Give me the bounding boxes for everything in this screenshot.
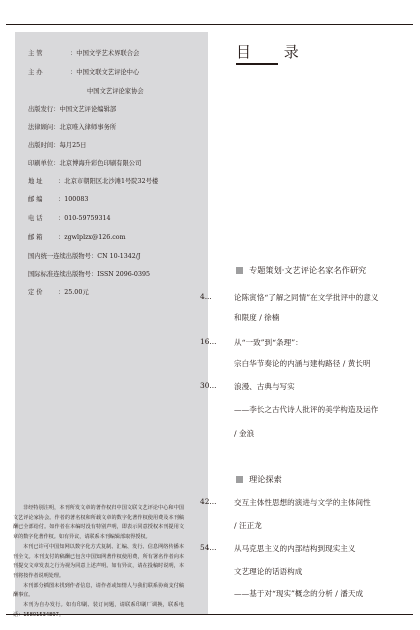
top-border [6, 24, 413, 25]
copyright-paragraph: 非经特别注明，本刊所发文章的著作权归中国文联文艺评论中心和中国文艺评论家协会。作者的著名权和所载文章的数字化著作权使用费及本刊稿酬已全部给付。如作者在本编时没有特别声明，即表示同意授权本刊提用文章的数字化著作权。如有异议，请联系本刊编辑部取得授权。 [13, 505, 184, 541]
toc-title: 目 录 [236, 43, 313, 61]
toc-entry-line[interactable]: 文艺理论的话语构成 [234, 567, 303, 576]
toc-entry-line[interactable]: 和限度 / 徐楠 [234, 313, 280, 322]
imprint-row-date: 出版时间：每月25日 [28, 142, 87, 149]
imprint-row-postcode: 邮 编 ：100083 [28, 196, 89, 203]
toc-entry-line[interactable]: 论陈寅恪“了解之同情”在文学批评中的意义 [234, 293, 379, 302]
toc-page-number[interactable]: 30... [200, 381, 217, 390]
toc-entry-line[interactable]: 从“一致”到“条理”： [234, 338, 303, 347]
toc-title-underline [236, 63, 278, 65]
imprint-row-sponsor: 主 办 ：中国文联文艺评论中心 [28, 69, 140, 76]
imprint-row-address: 地 址 ：北京市朝阳区北沙滩1号院32号楼 [28, 178, 159, 185]
toc-section-heading: 理论探索 [236, 474, 282, 485]
copyright-notice [13, 504, 184, 620]
imprint-row-cn: 国内统一连续出版物号：CN 10-1342/J [28, 253, 141, 260]
imprint-row-phone: 电 话 ：010-59759314 [28, 215, 111, 222]
toc-section-heading: 专题策划·文艺评论名家名作研究 [236, 265, 366, 276]
imprint-row-email: 邮 箱 ：zgwlplzx@126.com [28, 234, 126, 241]
imprint-row-issn: 国际标准连续出版物号：ISSN 2096-0395 [28, 271, 150, 278]
toc-entry-line[interactable]: 浪漫、古典与写实 [234, 382, 295, 391]
imprint-row-printer: 印刷单位：北京博海升彩色印刷有限公司 [28, 160, 142, 167]
copyright-paragraph: 本刊为自办发行。如有印刷、装订问题，请联系印刷厂调换，联系电话：15801534897。 [13, 602, 184, 618]
toc-page-number[interactable]: 42... [200, 497, 217, 506]
square-bullet-icon [236, 267, 243, 274]
imprint-row-sponsor-2: 中国文艺评论家协会 [87, 88, 144, 95]
toc-entry-line[interactable]: ——基于对“现实”概念的分析 / 潘天成 [234, 589, 364, 598]
copyright-paragraph: 本刊已许可中国知网以数字化方式复制、汇编、发行、信息网络传播本刊全文。本刊支付的稿酬已包含中国知网著作权使用费，所有署名作者向本刊提交文章发表之行为视为同意上述声明。如有异议，请在投稿时说明，本刊将按作者说明处理。 [13, 543, 184, 579]
toc-page-number[interactable]: 54... [200, 543, 217, 552]
imprint-row-price: 定 价 ：25.00元 [28, 289, 89, 296]
copyright-paragraph: 本刊部分插图未找到作者信息，请作者或知情人与我们联系协商支付稿酬事宜。 [13, 582, 184, 599]
toc-page-number[interactable]: 4... [200, 292, 212, 301]
imprint-row-legal: 法律顾问：北京唯入律师事务所 [28, 124, 117, 131]
toc-entry-line[interactable]: 宗白华节奏论的内涵与建构路径 / 黄长明 [234, 359, 371, 368]
toc-page-number[interactable]: 16... [200, 337, 217, 346]
square-bullet-icon [236, 476, 243, 483]
toc-entry-line[interactable]: 交互主体性思想的演进与文学的主体间性 [234, 498, 371, 507]
toc-entry-line[interactable]: ——李长之古代诗人批评的美学构造及运作 [234, 405, 379, 414]
toc-entry-line[interactable]: / 金浪 [234, 429, 255, 438]
imprint-row-supervisor: 主 管 ：中国文学艺术界联合会 [28, 50, 140, 57]
toc-entry-line[interactable]: / 汪正龙 [234, 521, 262, 530]
toc-entry-line[interactable]: 从马克思主义的内部结构到现实主义 [234, 544, 356, 553]
imprint-row-publisher: 出版发行：中国文艺评论编辑部 [28, 106, 117, 113]
